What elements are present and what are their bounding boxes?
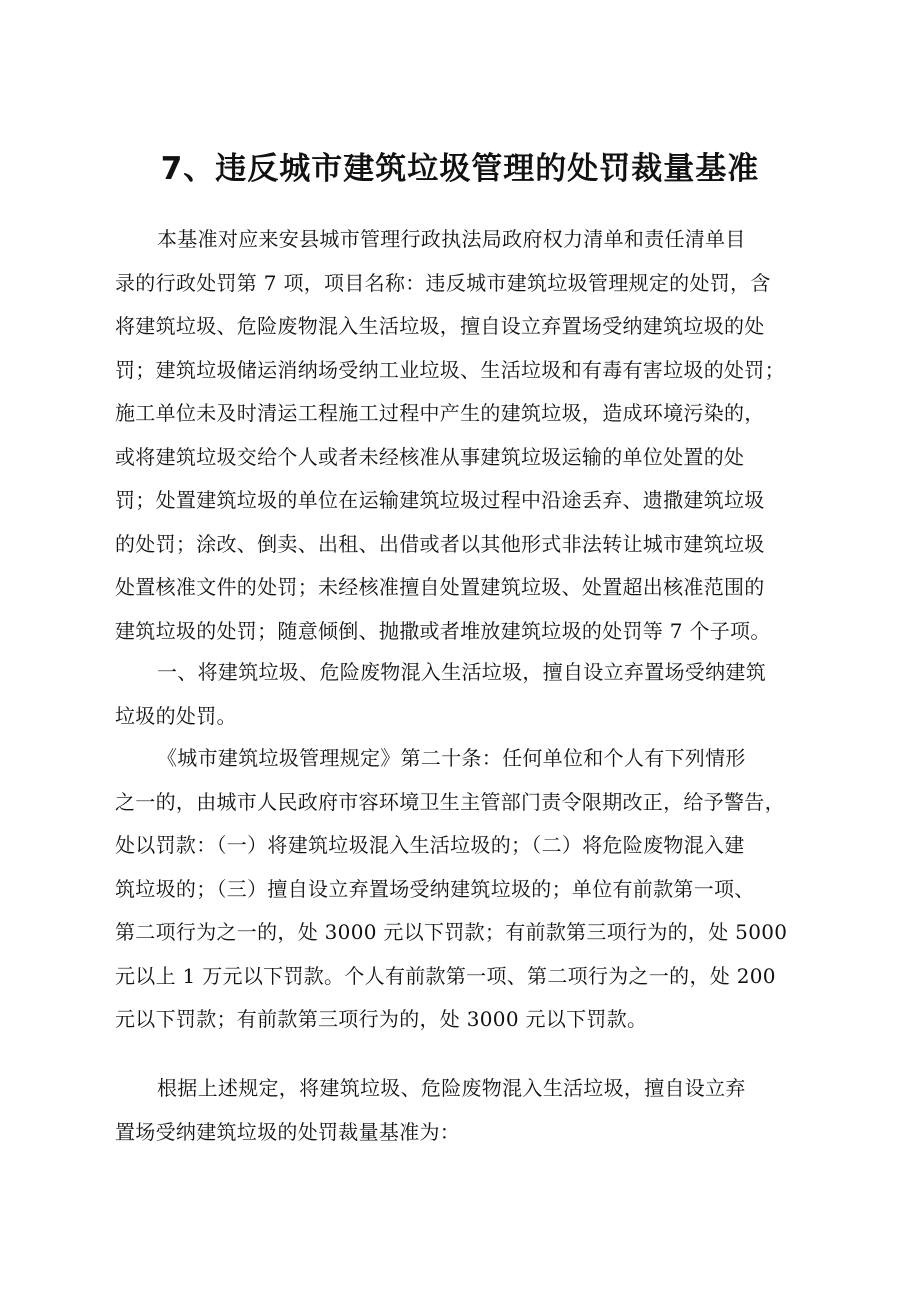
text-line: 将建筑垃圾、危险废物混入生活垃圾，擅自设立弃置场受纳建筑垃圾的处 xyxy=(115,314,765,338)
text-line: 筑垃圾的；（三）擅自设立弃置场受纳建筑垃圾的；单位有前款第一项、 xyxy=(115,876,755,901)
text-line: 建筑垃圾的处罚；随意倾倒、抛撒或者堆放建筑垃圾的处罚等 7 个子项。 xyxy=(115,618,771,643)
text-line: 本基准对应来安县城市管理行政执法局政府权力清单和责任清单目 xyxy=(157,227,746,251)
text-line: 元以上 1 万元以下罚款。个人有前款第一项、第二项行为之一的，处 200 xyxy=(115,963,776,988)
text-line: 第二项行为之一的，处 3000 元以下罚款；有前款第三项行为的，处 5000 xyxy=(115,920,788,944)
text-line: 或将建筑垃圾交给个人或者未经核准从事建筑垃圾运输的单位处置的处 xyxy=(115,444,745,469)
text-line: 垃圾的处罚。 xyxy=(115,703,237,728)
text-line: 罚；处置建筑垃圾的单位在运输建筑垃圾过程中沿途丢弃、遗撒建筑垃圾 xyxy=(115,488,765,512)
text-line: 元以下罚款；有前款第三项行为的，处 3000 元以下罚款。 xyxy=(115,1007,648,1031)
text-line: 罚；建筑垃圾储运消纳场受纳工业垃圾、生活垃圾和有毒有害垃圾的处罚； xyxy=(115,357,785,382)
intro-paragraph xyxy=(115,218,805,653)
text-line: 《城市建筑垃圾管理规定》第二十条：任何单位和个人有下列情形 xyxy=(157,746,746,770)
section-heading-paragraph xyxy=(115,651,805,738)
text-line: 置场受纳建筑垃圾的处罚裁量基准为： xyxy=(115,1119,461,1144)
text-line: 的处罚；涂改、倒卖、出租、出借或者以其他形式非法转让城市建筑垃圾 xyxy=(115,531,765,556)
text-line: 处以罚款：（一）将建筑垃圾混入生活垃圾的；（二）将危险废物混入建 xyxy=(115,833,745,857)
text-line: 录的行政处罚第 7 项，项目名称：违反城市建筑垃圾管理规定的处罚，含 xyxy=(115,270,771,295)
text-line: 处置核准文件的处罚；未经核准擅自处置建筑垃圾、处置超出核准范围的 xyxy=(115,575,765,599)
text-line: 根据上述规定，将建筑垃圾、危险废物混入生活垃圾，擅自设立弃 xyxy=(157,1076,746,1100)
document-title: 7、违反城市建筑垃圾管理的处罚裁量基准 xyxy=(160,150,760,187)
conclusion-paragraph xyxy=(115,1067,805,1154)
text-line: 施工单位未及时清运工程施工过程中产生的建筑垃圾，造成环境污染的， xyxy=(115,401,765,425)
text-line: 一、将建筑垃圾、危险废物混入生活垃圾，擅自设立弃置场受纳建筑 xyxy=(157,660,766,684)
text-line: 之一的，由城市人民政府市容环境卫生主管部门责令限期改正，给予警告， xyxy=(115,789,785,814)
regulation-paragraph xyxy=(115,737,805,1042)
